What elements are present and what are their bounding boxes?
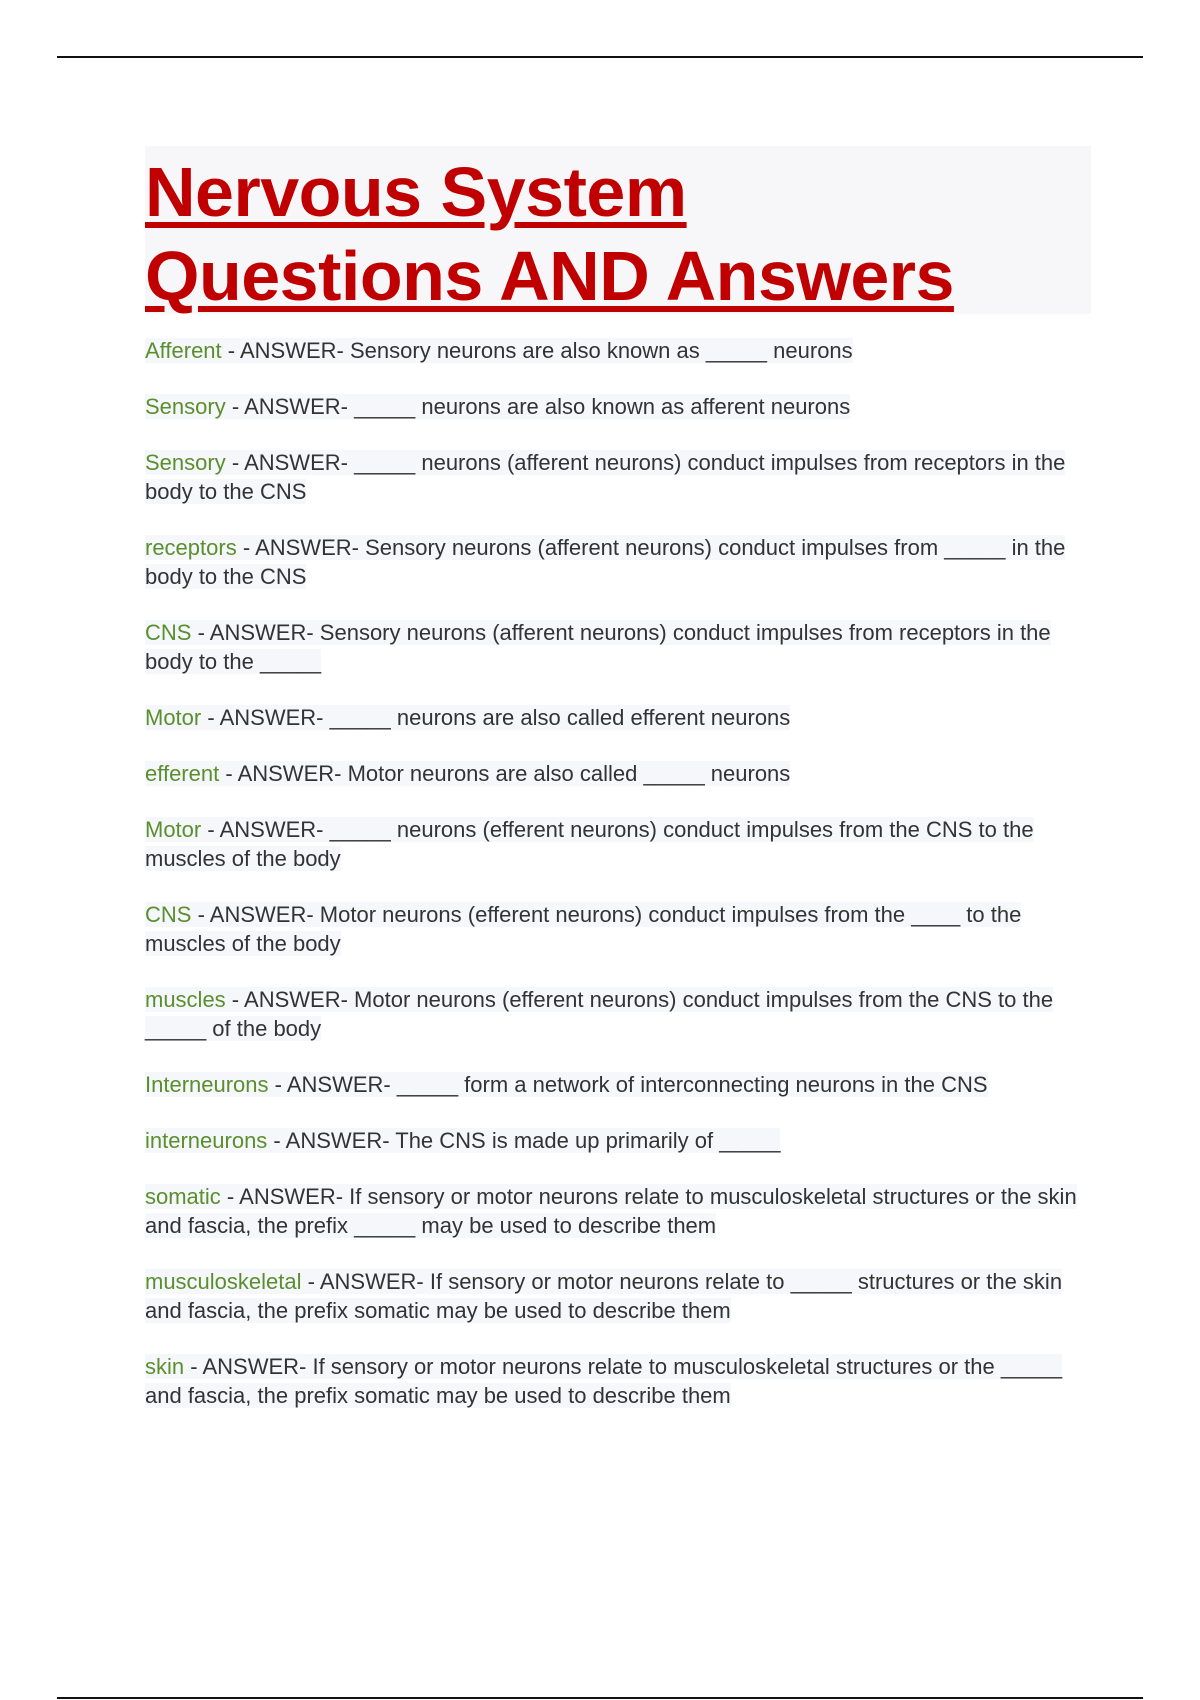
- qa-term: Motor: [145, 817, 202, 842]
- qa-text: ANSWER- Motor neurons are also called _____ neurons: [237, 761, 791, 786]
- qa-separator: -: [236, 535, 256, 560]
- qa-term: Interneurons: [145, 1072, 269, 1097]
- qa-term: Afferent: [145, 338, 222, 363]
- qa-text: ANSWER- The CNS is made up primarily of _____: [285, 1128, 781, 1153]
- qa-item: [145, 985, 1091, 1043]
- qa-text: ANSWER- If sensory or motor neurons relate to _____ structures or the skin and fascia, the prefix somatic may be used to describe them: [145, 1269, 1063, 1323]
- qa-item: [145, 1352, 1091, 1410]
- qa-term: CNS: [145, 902, 192, 927]
- qa-separator: -: [225, 394, 245, 419]
- qa-text: ANSWER- Sensory neurons (afferent neurons) conduct impulses from receptors in the body to the _____: [145, 620, 1051, 674]
- qa-term: receptors: [145, 535, 237, 560]
- qa-separator: -: [225, 987, 245, 1012]
- qa-term: interneurons: [145, 1128, 268, 1153]
- qa-separator: -: [301, 1269, 320, 1294]
- qa-item: [145, 900, 1091, 958]
- qa-item: [145, 1070, 1091, 1099]
- qa-text: ANSWER- _____ form a network of interconnecting neurons in the CNS: [286, 1072, 988, 1097]
- footer-rule: [57, 1697, 1143, 1699]
- qa-text: ANSWER- _____ neurons are also known as afferent neurons: [244, 394, 851, 419]
- qa-term: Motor: [145, 705, 202, 730]
- qa-item: [145, 336, 1091, 365]
- qa-item: [145, 1126, 1091, 1155]
- qa-term: somatic: [145, 1184, 221, 1209]
- qa-separator: -: [184, 1354, 203, 1379]
- title-line-1: Nervous System: [145, 153, 687, 231]
- qa-separator: -: [221, 338, 240, 363]
- qa-text: ANSWER- _____ neurons (efferent neurons) conduct impulses from the CNS to the muscles of the body: [145, 817, 1034, 871]
- qa-separator: -: [191, 902, 210, 927]
- title-line-2: Questions AND Answers: [145, 237, 954, 315]
- qa-text: ANSWER- If sensory or motor neurons relate to musculoskeletal structures or the _____ and fascia, the prefix somatic may be used to describe them: [145, 1354, 1063, 1408]
- qa-text: ANSWER- _____ neurons are also called efferent neurons: [219, 705, 791, 730]
- qa-term: muscles: [145, 987, 226, 1012]
- qa-item: [145, 759, 1091, 788]
- qa-separator: -: [220, 1184, 240, 1209]
- qa-item: [145, 1267, 1091, 1325]
- qa-item: [145, 618, 1091, 676]
- qa-item: [145, 392, 1091, 421]
- qa-text: ANSWER- _____ neurons (afferent neurons) conduct impulses from receptors in the body to the CNS: [145, 450, 1066, 504]
- qa-term: Sensory: [145, 450, 226, 475]
- qa-text: ANSWER- Sensory neurons are also known as _____ neurons: [240, 338, 853, 363]
- qa-item: [145, 1182, 1091, 1240]
- qa-term: efferent: [145, 761, 220, 786]
- qa-item: [145, 703, 1091, 732]
- qa-separator: -: [268, 1072, 287, 1097]
- qa-separator: -: [201, 705, 220, 730]
- qa-separator: -: [191, 620, 210, 645]
- header-rule: [57, 56, 1143, 58]
- qa-separator: -: [225, 450, 245, 475]
- qa-item: [145, 533, 1091, 591]
- qa-text: ANSWER- Motor neurons (efferent neurons) conduct impulses from the ____ to the muscles of the body: [145, 902, 1022, 956]
- document-body: [145, 146, 1091, 1437]
- qa-separator: -: [219, 761, 238, 786]
- qa-text: ANSWER- If sensory or motor neurons relate to musculoskeletal structures or the skin and fascia, the prefix _____ may be used to describe them: [145, 1184, 1077, 1238]
- document-title: [145, 146, 1091, 314]
- qa-separator: -: [267, 1128, 286, 1153]
- qa-term: Sensory: [145, 394, 226, 419]
- qa-item: [145, 815, 1091, 873]
- qa-term: CNS: [145, 620, 192, 645]
- qa-separator: -: [201, 817, 220, 842]
- qa-item: [145, 448, 1091, 506]
- qa-term: skin: [145, 1354, 185, 1379]
- qa-term: musculoskeletal: [145, 1269, 302, 1294]
- qa-list: [145, 336, 1091, 1410]
- qa-text: ANSWER- Sensory neurons (afferent neurons) conduct impulses from _____ in the body to the CNS: [145, 535, 1066, 589]
- qa-text: ANSWER- Motor neurons (efferent neurons) conduct impulses from the CNS to the _____ of the body: [145, 987, 1054, 1041]
